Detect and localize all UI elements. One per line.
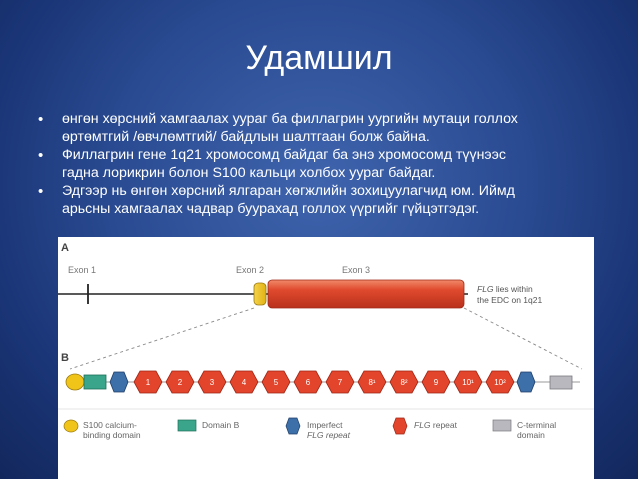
flg-repeat bbox=[134, 371, 162, 393]
flg-note-line1: FLG lies within bbox=[477, 284, 533, 294]
flg-repeat bbox=[358, 371, 386, 393]
flg-repeat-number: 8² bbox=[400, 378, 408, 387]
flg-repeat bbox=[454, 371, 482, 393]
legend-imperfect-line2: FLG repeat bbox=[307, 430, 350, 440]
flg-repeat bbox=[198, 371, 226, 393]
flg-repeat bbox=[390, 371, 418, 393]
bullet-line: гадна лорикрин болон S100 кальци холбох уураг байдаг. bbox=[62, 164, 436, 181]
flg-repeat bbox=[486, 371, 514, 393]
exon3-label: Exon 3 bbox=[342, 265, 371, 275]
flg-repeat-number: 5 bbox=[273, 378, 279, 387]
flg-repeat-number: 2 bbox=[177, 378, 183, 387]
legend-s100-line2: binding domain bbox=[83, 430, 141, 440]
legend-domain-b-label: Domain B bbox=[202, 420, 240, 430]
exon3-box bbox=[268, 280, 464, 308]
flg-repeat-number: 7 bbox=[337, 378, 343, 387]
flg-repeat bbox=[166, 371, 194, 393]
legend-s100-swatch bbox=[64, 420, 78, 432]
s100-domain bbox=[66, 374, 84, 390]
legend-cterm-swatch bbox=[493, 420, 511, 431]
gene-diagram bbox=[58, 237, 594, 479]
bullet-list bbox=[38, 111, 618, 219]
exon1-label: Exon 1 bbox=[68, 265, 97, 275]
legend-flg-repeat-swatch bbox=[393, 418, 407, 434]
projection-line-right bbox=[464, 308, 582, 369]
c-terminal-domain bbox=[550, 376, 572, 389]
flg-repeat-number: 4 bbox=[241, 378, 247, 387]
flg-gene-figure bbox=[58, 237, 594, 479]
flg-repeat-number: 1 bbox=[145, 378, 151, 387]
bullet-item bbox=[38, 147, 618, 182]
flg-repeat-number: 6 bbox=[305, 378, 311, 387]
flg-repeat-number: 10² bbox=[494, 378, 506, 387]
flg-repeat-number: 8¹ bbox=[368, 378, 376, 387]
flg-repeat bbox=[422, 371, 450, 393]
legend-cterm-line1: C-terminal bbox=[517, 420, 557, 430]
flg-repeat bbox=[294, 371, 322, 393]
legend-imperfect-line1: Imperfect bbox=[307, 420, 343, 430]
flg-note-line2: the EDC on 1q21 bbox=[477, 295, 543, 305]
flg-repeat-number: 9 bbox=[433, 378, 439, 387]
bullet-item bbox=[38, 183, 618, 218]
bullet-line: арьсны хамгаалах чадвар буурахад голлох үүргийг гүйцэтгэдэг. bbox=[62, 200, 480, 217]
bullet-item bbox=[38, 111, 618, 146]
flg-repeat bbox=[326, 371, 354, 393]
panel-a-label: A bbox=[61, 242, 69, 254]
bullet-line: Филлагрин гене 1q21 хромосомд байдаг ба энэ хромосомд түүнээс bbox=[62, 147, 507, 163]
imperfect-repeat-1 bbox=[110, 372, 128, 392]
legend-domain-b-swatch bbox=[178, 420, 196, 431]
panel-b-label: B bbox=[61, 352, 69, 364]
flg-repeat-number: 3 bbox=[209, 378, 215, 387]
domain-b bbox=[84, 375, 106, 389]
exon2-label: Exon 2 bbox=[236, 265, 265, 275]
legend-cterm-line2: domain bbox=[517, 430, 545, 440]
bullet-line: өртөмтгий /өвчлөмтгий/ байдлын шалтгаан болж байна. bbox=[62, 128, 430, 145]
flg-repeat bbox=[230, 371, 258, 393]
legend-flg-repeat-label: FLG repeat bbox=[414, 420, 457, 430]
flg-repeat bbox=[262, 371, 290, 393]
exon2-box bbox=[254, 283, 266, 305]
legend-s100-line1: S100 calcium- bbox=[83, 420, 137, 430]
legend-imperfect-swatch bbox=[286, 418, 300, 434]
slide-title: Удамшил bbox=[245, 39, 393, 77]
projection-line-left bbox=[70, 308, 254, 369]
bullet-line: Эдгээр нь өнгөн хөрсний ялгаран хөгжлийн зохицуулагчид юм. Иймд bbox=[62, 183, 515, 199]
imperfect-repeat-2 bbox=[517, 372, 535, 392]
bullet-line: өнгөн хөрсний хамгаалах уураг ба филлагрин уургийн мутаци голлох bbox=[62, 111, 518, 127]
flg-repeat-number: 10¹ bbox=[462, 378, 474, 387]
